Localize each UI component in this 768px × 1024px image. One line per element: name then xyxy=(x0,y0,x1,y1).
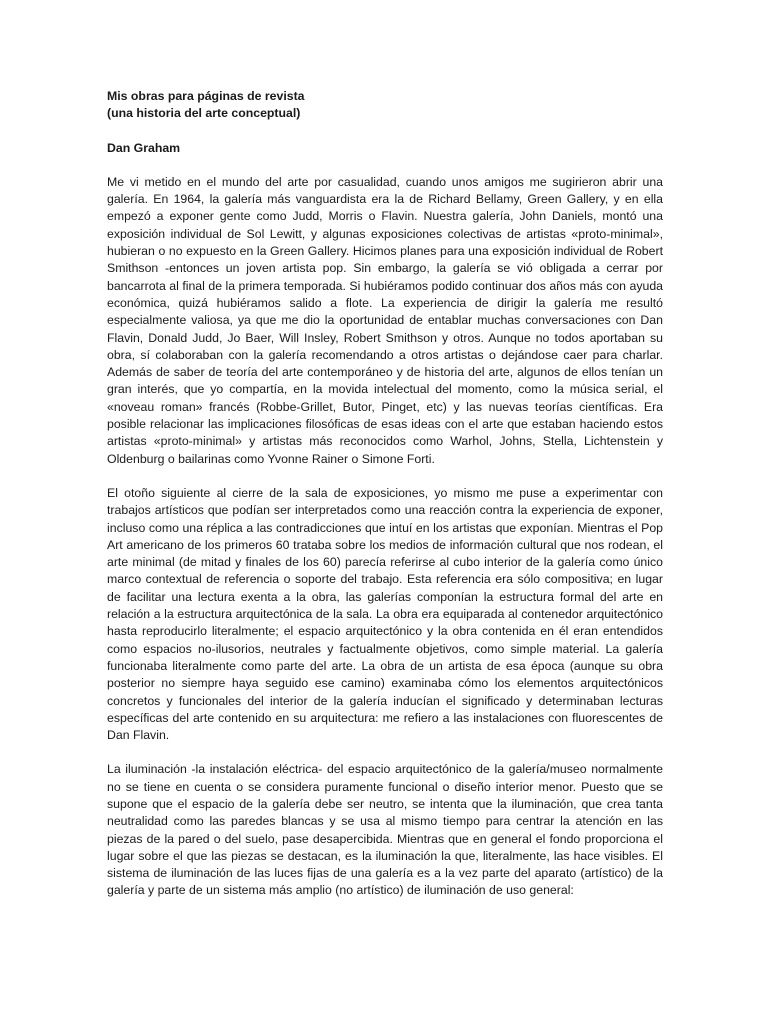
title-line-1: Mis obras para páginas de revista xyxy=(107,89,305,103)
paragraph-2: El otoño siguiente al cierre de la sala de exposiciones, yo mismo me puse a experimentar con trabajos artísticos que podían ser interpretados como una reacción contra la experiencia de exponer, incluso como una réplica a las contradicciones que intuí en los artistas que exponían. Mientras el Pop Art americano de los primeros 60 trataba sobre los medios de información cultural que nos rodean, el arte minimal (de mitad y finales de los 60) parecía referirse al cubo interior de la galería como único marco contextual de referencia o soporte del trabajo. Esta referencia era sólo compositiva; en lugar de facilitar una lectura exenta a la obra, las galerías componían la estructura formal del arte en relación a la estructura arquitectónica de la sala. La obra era equiparada al contenedor arquitectónico hasta reproducirlo literalmente; el espacio arquitectónico y la obra contenida en él eran entendidos como espacios no-ilusorios, neutrales y factualmente objetivos, como simple material. La galería funcionaba literalmente como parte del arte. La obra de un artista de esa época (aunque su obra posterior no siempre haya seguido ese camino) examinaba cómo los elementos arquitectónicos concretos y funcionales del interior de la galería inducían el significado y determinaban lecturas específicas del arte contenido en su arquitectura: me refiero a las instalaciones con fluorescentes de Dan Flavin. xyxy=(107,485,663,743)
paragraph-3: La iluminación -la instalación eléctrica- del espacio arquitectónico de la galería/museo normalmente no se tiene en cuenta o se considera puramente funcional o diseño interior menor. Puesto que se supone que el espacio de la galería debe ser neutro, se intenta que la iluminación, que crea tanta neutralidad como las paredes blancas y se usa al mismo tiempo para centrar la atención en las piezas de la pared o del suelo, pase desapercibida. Mientras que en general el fondo proporciona el lugar sobre el que las piezas se destacan, es la iluminación la que, literalmente, las hace visibles. El sistema de iluminación de las luces fijas de una galería es a la vez parte del aparato (artístico) de la galería y parte de un sistema más amplio (no artístico) de iluminación de uso general: xyxy=(107,762,663,898)
title-line-2: (una historia del arte conceptual) xyxy=(107,106,301,121)
paragraph-1: Me vi metido en el mundo del arte por casualidad, cuando unos amigos me sugirieron abrir una galería. En 1964, la galería más vanguardista era la de Richard Bellamy, Green Gallery, y en ella empezó a exponer gente como Judd, Morris o Flavin. Nuestra galería, John Daniels, montó una exposición individual de Sol Lewitt, y algunas exposiciones colectivas de artistas «proto-minimal», hubieran o no expuesto en la Green Gallery. Hicimos planes para una exposición individual de Robert Smithson -entonces un joven artista pop. Sin embargo, la galería se vió obligada a cerrar por bancarrota al final de la primera temporada. Si hubiéramos podido continuar dos años más con ayuda económica, quizá hubiéramos salido a flote. La experiencia de dirigir la galería me resultó especialmente valiosa, ya que me dio la oportunidad de entablar muchas conversaciones con Dan Flavin, Donald Judd, Jo Baer, Will Insley, Robert Smithson y otros. Aunque no todos aportaban su obra, sí colaboraban con la galería recomendando a otros artistas o dejándose caer para charlar. Además de saber de teoría del arte contemporáneo y de historia del arte, algunos de ellos tenían un gran interés, que yo compartía, en la movida intelectual del momento, como la música serial, el «noveau roman» francés (Robbe-Grillet, Butor, Pinget, etc) y las nuevas teorías científicas. Era posible relacionar las implicaciones filosóficas de esas ideas con el arte que estaban haciendo estos artistas «proto-minimal» y artistas más reconocidos como Warhol, Johns, Stella, Lichtenstein y Oldenburg o bailarinas como Yvonne Rainer o Simone Forti. xyxy=(107,174,663,466)
document-page xyxy=(107,88,663,917)
document-title xyxy=(107,88,663,123)
author-name: Dan Graham xyxy=(107,140,181,155)
